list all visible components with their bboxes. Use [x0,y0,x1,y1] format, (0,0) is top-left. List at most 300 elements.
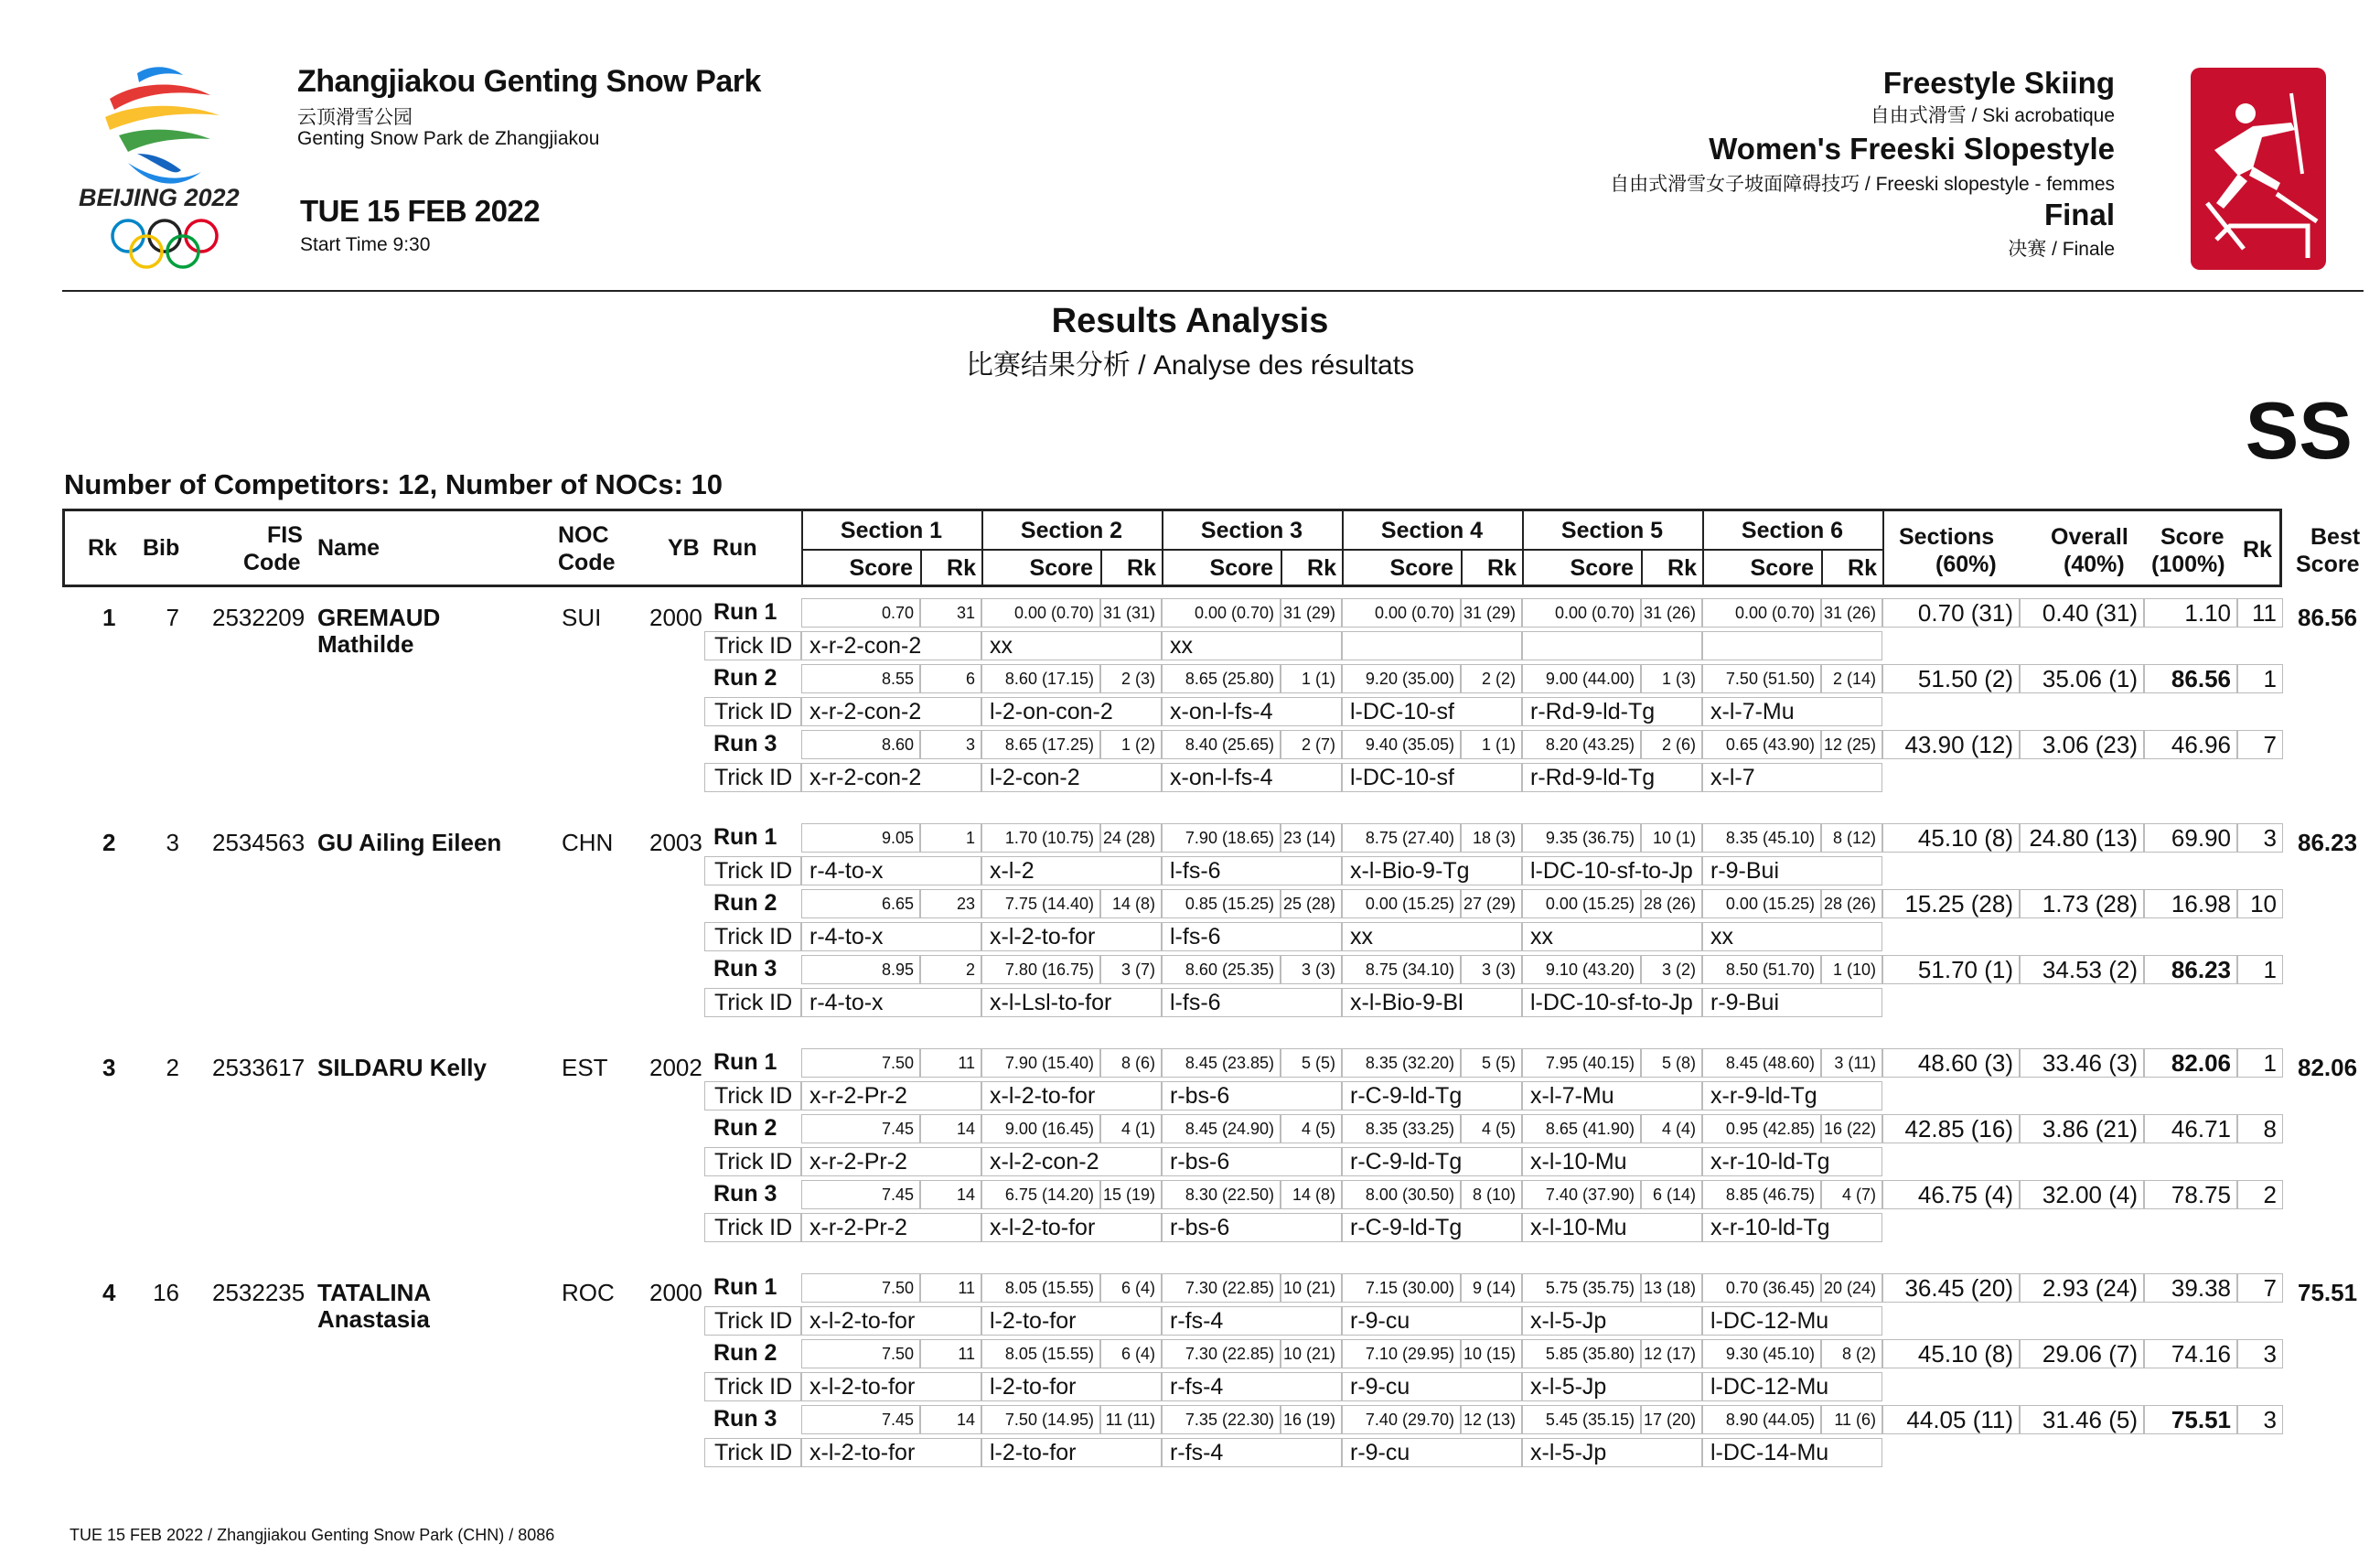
section-header-5: Section 5 [1560,518,1664,543]
report-title: Results Analysis [1051,302,1329,340]
section-rank-cell: 31 (31) [1100,598,1162,628]
section-rank-cell: 3 (3) [1461,955,1522,984]
trick-id-cell [1342,631,1522,660]
section-score-cell: 7.10 (29.95) [1342,1339,1461,1368]
run-rank-cell: 7 [2237,1273,2283,1303]
section-score-cell: 7.50 (14.95) [981,1405,1100,1434]
section-rank-cell: 4 (5) [1461,1114,1522,1143]
run-total-score-cell: 74.16 [2144,1339,2237,1368]
section-score-header: Score [1029,555,1093,581]
section-score-cell: 7.30 (22.85) [1162,1273,1281,1303]
event-subtitle: 自由式滑雪女子坡面障碍技巧 / Freeski slopestyle - femmes [1610,174,2115,195]
col-run: Run [713,535,757,561]
section-rank-cell: 14 (8) [1281,1180,1342,1209]
section-score-cell: 8.65 (41.90) [1522,1114,1641,1143]
trick-id-cell: r-C-9-ld-Tg [1342,1147,1522,1176]
athlete-noc: ROC [562,1279,615,1306]
section-score-cell: 7.45 [801,1405,920,1434]
trick-id-label: Trick ID [704,1213,801,1242]
trick-id-cell: r-bs-6 [1162,1147,1342,1176]
trick-id-cell: r-9-cu [1342,1438,1522,1467]
section-score-cell: 9.40 (35.05) [1342,730,1461,759]
overall-40-cell: 3.86 (21) [2020,1114,2144,1143]
section-score-cell: 8.45 (23.85) [1162,1048,1281,1078]
trick-id-cell: x-l-10-Mu [1522,1213,1702,1242]
event-date: TUE 15 FEB 2022 [300,194,541,228]
section-rank-cell: 27 (29) [1461,889,1522,918]
trick-id-cell: r-bs-6 [1162,1213,1342,1242]
athlete-birth-year: 2000 [649,604,702,631]
run-total-score-cell: 69.90 [2144,823,2237,853]
trick-id-label: Trick ID [704,1081,801,1110]
section-rank-cell: 23 [920,889,981,918]
svg-text:BEIJING 2022: BEIJING 2022 [79,184,240,211]
trick-id-cell: x-l-2-to-for [981,922,1162,951]
trick-id-cell: x-r-10-ld-Tg [1702,1147,1882,1176]
athlete-bib: 16 [153,1279,179,1306]
section-header-4: Section 4 [1380,518,1484,543]
section-score-cell: 7.95 (40.15) [1522,1048,1641,1078]
section-header-3: Section 3 [1200,518,1303,543]
section-score-cell: 7.35 (22.30) [1162,1405,1281,1434]
col-fis-1: FIS [267,522,303,548]
section-score-cell: 5.85 (35.80) [1522,1339,1641,1368]
section-rank-cell: 14 [920,1114,981,1143]
section-rank-cell: 10 (21) [1281,1273,1342,1303]
trick-id-cell: r-4-to-x [801,922,981,951]
trick-id-cell: l-2-on-con-2 [981,697,1162,726]
col-score-1: Score [2160,524,2225,550]
overall-40-cell: 1.73 (28) [2020,889,2144,918]
athlete-birth-year: 2000 [649,1279,702,1306]
trick-id-cell: r-fs-4 [1162,1438,1342,1467]
athlete-name: TATALINA [317,1279,432,1306]
col-noc-2: Code [558,550,616,575]
section-score-cell: 7.45 [801,1114,920,1143]
overall-40-cell: 35.06 (1) [2020,664,2144,693]
run-label: Run 2 [713,890,777,916]
section-score-cell: 0.70 (36.45) [1702,1273,1821,1303]
venue-title: Zhangjiakou Genting Snow Park [297,64,761,99]
run-rank-cell: 11 [2237,598,2283,628]
section-rank-cell: 2 (14) [1821,664,1882,693]
athlete-best-score: 86.23 [2298,829,2358,856]
col-best-1: Best [2310,524,2361,550]
trick-id-label: Trick ID [704,1372,801,1401]
section-rank-cell: 2 (3) [1100,664,1162,693]
section-score-cell: 8.55 [801,664,920,693]
section-rank-cell: 6 (4) [1100,1339,1162,1368]
athlete-noc: CHN [562,829,614,856]
trick-id-cell: x-l-2-to-for [801,1306,981,1336]
section-rank-cell: 1 (1) [1461,730,1522,759]
section-rank-cell: 2 (6) [1641,730,1702,759]
section-rank-cell: 11 [920,1048,981,1078]
section-rank-cell: 4 (1) [1100,1114,1162,1143]
section-rank-cell: 3 [920,730,981,759]
section-score-cell: 0.00 (15.25) [1522,889,1641,918]
athlete-rank: 2 [102,829,116,856]
trick-id-cell: l-DC-10-sf [1342,763,1522,792]
event-title: Women's Freeski Slopestyle [1709,132,2115,166]
athlete-rank: 3 [102,1054,116,1081]
trick-id-cell: l-fs-6 [1162,922,1342,951]
section-score-cell: 8.35 (33.25) [1342,1114,1461,1143]
venue-french: Genting Snow Park de Zhangjiakou [297,128,600,149]
sections-60-cell: 46.75 (4) [1882,1180,2020,1209]
section-rank-cell: 8 (6) [1100,1048,1162,1078]
trick-id-cell: l-2-con-2 [981,763,1162,792]
trick-id-label: Trick ID [704,1147,801,1176]
section-score-cell: 8.05 (15.55) [981,1339,1100,1368]
trick-id-cell: xx [1702,922,1882,951]
phase-subtitle: 决赛 / Finale [2008,239,2115,260]
discipline-subtitle: 自由式滑雪 / Ski acrobatique [1870,105,2115,126]
section-rk-header: Rk [1487,555,1517,581]
score-rk-divider [1461,551,1463,587]
run-rank-cell: 1 [2237,1048,2283,1078]
trick-id-cell: x-r-2-con-2 [801,697,981,726]
col-noc-1: NOC [558,522,609,548]
run-total-score-cell: 1.10 [2144,598,2237,628]
section-rank-cell: 9 (14) [1461,1273,1522,1303]
trick-id-cell: l-2-to-for [981,1438,1162,1467]
section-score-cell: 7.80 (16.75) [981,955,1100,984]
event-code: SS [2245,385,2353,476]
section-rank-cell: 10 (1) [1641,823,1702,853]
section-rank-cell: 2 (7) [1281,730,1342,759]
section-score-header: Score [849,555,913,581]
trick-id-cell: l-2-to-for [981,1306,1162,1336]
athlete-rank: 4 [102,1279,116,1306]
athlete-name-second-line: Anastasia [317,1305,430,1333]
section-score-cell: 8.85 (46.75) [1702,1180,1821,1209]
venue-chinese: 云顶滑雪公园 [297,107,413,128]
section-score-cell: 9.05 [801,823,920,853]
section-rk-header: Rk [947,555,976,581]
sections-60-cell: 43.90 (12) [1882,730,2020,759]
section-rank-cell: 3 (3) [1281,955,1342,984]
section-rank-cell: 8 (2) [1821,1339,1882,1368]
run-total-score-cell: 75.51 [2144,1405,2237,1434]
trick-id-cell: r-9-Bui [1702,988,1882,1017]
trick-id-cell: r-9-cu [1342,1306,1522,1336]
section-rk-header: Rk [1127,555,1156,581]
section-score-cell: 0.00 (0.70) [1702,598,1821,628]
section-rank-cell: 16 (22) [1821,1114,1882,1143]
section-rank-cell: 11 [920,1273,981,1303]
trick-id-cell: l-DC-12-Mu [1702,1306,1882,1336]
run-label: Run 3 [713,956,777,982]
section-score-cell: 6.75 (14.20) [981,1180,1100,1209]
section-rank-cell: 14 [920,1405,981,1434]
section-score-cell: 7.40 (37.90) [1522,1180,1641,1209]
section-score-header: Score [1750,555,1814,581]
section-score-header: Score [1209,555,1273,581]
col-sections-1: Sections [1899,524,1995,550]
col-fis-2: Code [243,550,301,575]
score-rk-divider [1281,551,1282,587]
run-rank-cell: 2 [2237,1180,2283,1209]
run-label: Run 1 [713,1274,777,1300]
section-score-cell: 7.40 (29.70) [1342,1405,1461,1434]
run-label: Run 2 [713,665,777,691]
athlete-bib: 7 [166,604,179,631]
competitor-count: Number of Competitors: 12, Number of NOCs: 10 [64,468,723,500]
run-label: Run 2 [713,1115,777,1141]
trick-id-cell: r-C-9-ld-Tg [1342,1081,1522,1110]
run-rank-cell: 1 [2237,955,2283,984]
run-rank-cell: 10 [2237,889,2283,918]
run-rank-cell: 3 [2237,823,2283,853]
sections-60-cell: 44.05 (11) [1882,1405,2020,1434]
trick-id-label: Trick ID [704,763,801,792]
sections-60-cell: 45.10 (8) [1882,823,2020,853]
athlete-name: SILDARU Kelly [317,1054,487,1081]
trick-id-cell: r-C-9-ld-Tg [1342,1213,1522,1242]
athlete-bib: 3 [166,829,179,856]
trick-id-cell: x-r-2-con-2 [801,763,981,792]
section-rank-cell: 3 (11) [1821,1048,1882,1078]
section-rank-cell: 11 [920,1339,981,1368]
trick-id-cell: x-l-7 [1702,763,1882,792]
phase-title: Final [2043,198,2115,231]
run-total-score-cell: 86.23 [2144,955,2237,984]
section-rank-cell: 12 (25) [1821,730,1882,759]
trick-id-cell [1522,631,1702,660]
trick-id-cell: l-DC-10-sf-to-Jp [1522,988,1702,1017]
athlete-best-score: 82.06 [2298,1054,2358,1081]
section-score-cell: 8.65 (25.80) [1162,664,1281,693]
trick-id-label: Trick ID [704,922,801,951]
section-score-cell: 8.60 [801,730,920,759]
section-score-cell: 8.45 (48.60) [1702,1048,1821,1078]
overall-40-cell: 29.06 (7) [2020,1339,2144,1368]
trick-id-cell: xx [1522,922,1702,951]
run-label: Run 3 [713,1181,777,1207]
section-score-cell: 1.70 (10.75) [981,823,1100,853]
section-score-cell: 8.45 (24.90) [1162,1114,1281,1143]
discipline-title: Freestyle Skiing [1882,66,2115,100]
section-header-6: Section 6 [1741,518,1844,543]
section-score-cell: 8.05 (15.55) [981,1273,1100,1303]
sections-60-cell: 15.25 (28) [1882,889,2020,918]
run-total-score-cell: 78.75 [2144,1180,2237,1209]
section-rank-cell: 14 [920,1180,981,1209]
trick-id-cell: l-fs-6 [1162,988,1342,1017]
section-rank-cell: 18 (3) [1461,823,1522,853]
trick-id-cell: x-l-2-to-for [981,1081,1162,1110]
col-sections-2: (60%) [1935,552,1997,577]
section-score-cell: 0.00 (0.70) [1522,598,1641,628]
section-score-cell: 0.00 (0.70) [981,598,1100,628]
section-score-cell: 0.00 (0.70) [1162,598,1281,628]
section-rank-cell: 2 [920,955,981,984]
trick-id-cell: x-l-Bio-9-Tg [1342,856,1522,885]
run-label: Run 3 [713,731,777,756]
section-rank-cell: 8 (10) [1461,1180,1522,1209]
overall-40-cell: 2.93 (24) [2020,1273,2144,1303]
section-score-cell: 8.75 (27.40) [1342,823,1461,853]
start-time: Start Time 9:30 [300,234,431,255]
sections-60-cell: 0.70 (31) [1882,598,2020,628]
athlete-birth-year: 2002 [649,1054,702,1081]
section-header-1: Section 1 [840,518,943,543]
col-rk-2: Rk [2243,537,2272,563]
athlete-fis-code: 2532209 [212,604,306,631]
section-score-cell: 0.65 (43.90) [1702,730,1821,759]
section-rank-cell: 6 (4) [1100,1273,1162,1303]
athlete-fis-code: 2532235 [212,1279,306,1306]
trick-id-label: Trick ID [704,631,801,660]
section-rank-cell: 31 (29) [1281,598,1342,628]
beijing-2022-logo [73,62,265,273]
section-score-cell: 8.35 (32.20) [1342,1048,1461,1078]
section-rank-cell: 10 (15) [1461,1339,1522,1368]
section-rank-cell: 1 (1) [1281,664,1342,693]
section-rank-cell: 20 (24) [1821,1273,1882,1303]
trick-id-cell: r-fs-4 [1162,1306,1342,1336]
score-rk-divider [1641,551,1643,587]
trick-id-cell: l-DC-10-sf [1342,697,1522,726]
section-rk-header: Rk [1848,555,1877,581]
section-divider [1882,509,1884,587]
run-rank-cell: 3 [2237,1405,2283,1434]
trick-id-cell: x-r-10-ld-Tg [1702,1213,1882,1242]
section-rank-cell: 1 (3) [1641,664,1702,693]
section-rank-cell: 4 (4) [1641,1114,1702,1143]
run-total-score-cell: 46.71 [2144,1114,2237,1143]
section-score-cell: 8.95 [801,955,920,984]
col-overall-2: (40%) [2064,552,2125,577]
run-label: Run 1 [713,1049,777,1075]
section-rank-cell: 17 (20) [1641,1405,1702,1434]
run-total-score-cell: 86.56 [2144,664,2237,693]
trick-id-cell: l-DC-10-sf-to-Jp [1522,856,1702,885]
section-score-cell: 8.60 (17.15) [981,664,1100,693]
section-score-cell: 6.65 [801,889,920,918]
overall-40-cell: 32.00 (4) [2020,1180,2144,1209]
sections-60-cell: 48.60 (3) [1882,1048,2020,1078]
section-score-cell: 9.00 (16.45) [981,1114,1100,1143]
trick-id-cell: xx [981,631,1162,660]
col-yb: YB [668,535,700,561]
run-total-score-cell: 16.98 [2144,889,2237,918]
trick-id-cell: x-l-10-Mu [1522,1147,1702,1176]
trick-id-cell: r-9-cu [1342,1372,1522,1401]
overall-40-cell: 24.80 (13) [2020,823,2144,853]
run-total-score-cell: 46.96 [2144,730,2237,759]
section-score-header: Score [1389,555,1453,581]
trick-id-cell: r-fs-4 [1162,1372,1342,1401]
overall-40-cell: 3.06 (23) [2020,730,2144,759]
section-rank-cell: 1 [920,823,981,853]
section-rank-cell: 1 (10) [1821,955,1882,984]
col-best-2: Score [2296,552,2360,577]
section-score-cell: 7.50 [801,1339,920,1368]
trick-id-cell: l-fs-6 [1162,856,1342,885]
score-rk-divider [1821,551,1823,587]
section-score-cell: 7.50 [801,1048,920,1078]
score-rk-divider [920,551,922,587]
trick-id-cell: x-r-2-Pr-2 [801,1213,981,1242]
section-rank-cell: 14 (8) [1100,889,1162,918]
athlete-fis-code: 2533617 [212,1054,306,1081]
section-rank-cell: 31 (29) [1461,598,1522,628]
athlete-rank: 1 [102,604,116,631]
section-rank-cell: 31 (26) [1641,598,1702,628]
trick-id-cell [1702,631,1882,660]
col-rk: Rk [88,535,117,561]
trick-id-cell: x-l-Lsl-to-for [981,988,1162,1017]
run-rank-cell: 1 [2237,664,2283,693]
overall-40-cell: 34.53 (2) [2020,955,2144,984]
athlete-bib: 2 [166,1054,179,1081]
trick-id-cell: r-9-Bui [1702,856,1882,885]
section-score-cell: 8.20 (43.25) [1522,730,1641,759]
trick-id-cell: x-l-5-Jp [1522,1306,1702,1336]
sections-60-cell: 36.45 (20) [1882,1273,2020,1303]
run-label: Run 3 [713,1406,777,1432]
section-score-cell: 8.30 (22.50) [1162,1180,1281,1209]
section-rank-cell: 11 (11) [1100,1405,1162,1434]
trick-id-cell: r-Rd-9-ld-Tg [1522,763,1702,792]
section-rank-cell: 24 (28) [1100,823,1162,853]
sections-60-cell: 45.10 (8) [1882,1339,2020,1368]
trick-id-cell: x-l-2-to-for [801,1438,981,1467]
athlete-best-score: 75.51 [2298,1279,2358,1306]
section-score-cell: 8.40 (25.65) [1162,730,1281,759]
trick-id-cell: x-l-2-con-2 [981,1147,1162,1176]
section-rank-cell: 10 (21) [1281,1339,1342,1368]
section-rk-header: Rk [1307,555,1336,581]
section-score-cell: 8.65 (17.25) [981,730,1100,759]
section-score-cell: 5.75 (35.75) [1522,1273,1641,1303]
section-rk-header: Rk [1667,555,1697,581]
trick-id-label: Trick ID [704,697,801,726]
col-overall-1: Overall [2051,524,2128,550]
section-rank-cell: 6 [920,664,981,693]
run-label: Run 1 [713,824,777,850]
trick-id-cell: r-Rd-9-ld-Tg [1522,697,1702,726]
section-rank-cell: 3 (7) [1100,955,1162,984]
trick-id-cell: x-r-2-Pr-2 [801,1081,981,1110]
trick-id-cell: xx [1162,631,1342,660]
section-score-cell: 7.30 (22.85) [1162,1339,1281,1368]
section-score-cell: 0.00 (15.25) [1702,889,1821,918]
trick-id-cell: x-l-5-Jp [1522,1372,1702,1401]
section-rank-cell: 15 (19) [1100,1180,1162,1209]
section-rank-cell: 25 (28) [1281,889,1342,918]
section-score-cell: 0.00 (0.70) [1342,598,1461,628]
section-rank-cell: 2 (2) [1461,664,1522,693]
athlete-name-second-line: Mathilde [317,630,414,658]
section-rank-cell: 31 (26) [1821,598,1882,628]
athlete-name: GU Ailing Eileen [317,829,502,856]
section-rank-cell: 6 (14) [1641,1180,1702,1209]
section-score-cell: 8.35 (45.10) [1702,823,1821,853]
section-score-cell: 5.45 (35.15) [1522,1405,1641,1434]
section-rank-cell: 3 (2) [1641,955,1702,984]
athlete-name: GREMAUD [317,604,441,631]
col-bib: Bib [143,535,180,561]
section-rank-cell: 11 (6) [1821,1405,1882,1434]
section-rank-cell: 12 (13) [1461,1405,1522,1434]
section-score-cell: 0.00 (15.25) [1342,889,1461,918]
report-subtitle: 比赛结果分析 / Analyse des résultats [965,350,1415,381]
trick-id-label: Trick ID [704,1438,801,1467]
overall-40-cell: 33.46 (3) [2020,1048,2144,1078]
